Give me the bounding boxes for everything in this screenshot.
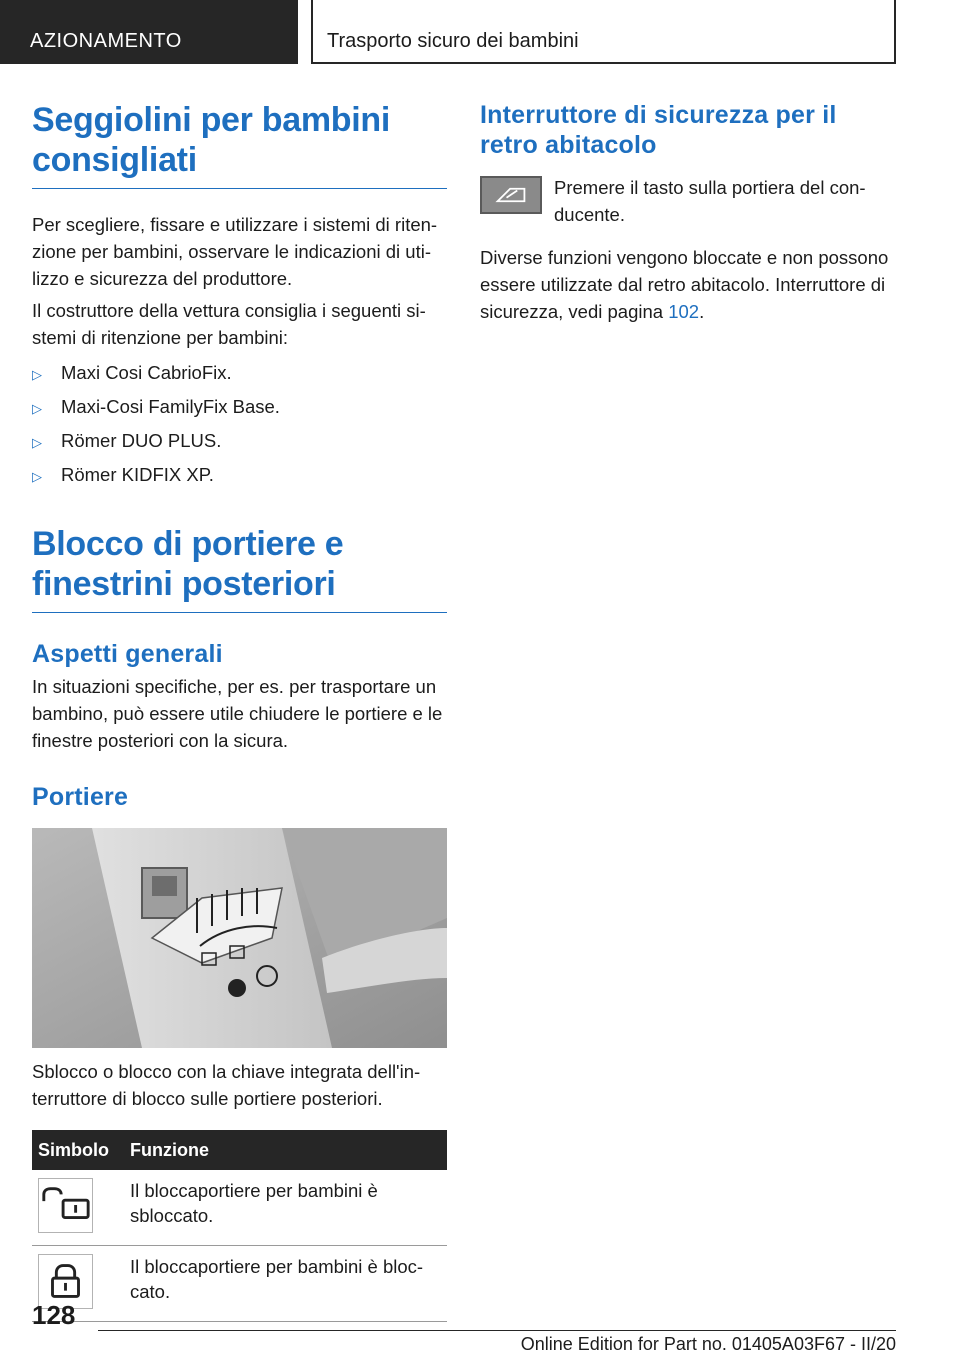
doors-title: Portiere [32,783,129,811]
lock-title: Blocco di portiere e finestrini posteriori [32,524,447,613]
recommended-seats-list [32,359,447,490]
table-cell-function: Il bloccaportiere per bambini è sbloccato. [124,1170,447,1246]
list-item: ▷ Maxi-Cosi FamilyFix Base. [32,393,447,422]
page-link[interactable]: 102 [668,301,700,322]
triangle-bullet-icon: ▷ [32,401,42,416]
table-row [32,1170,447,1246]
seats-paragraph-1: Per scegliere, fissare e utilizzare i sistemi di ritenzione per bambini, osservare le indicazioni di utilizzo e sicurezza del produttore. [32,214,438,289]
list-item: ▷ Römer KIDFIX XP. [32,461,447,490]
unlocked-padlock-icon [38,1178,93,1233]
right-column [480,100,896,325]
list-item: ▷ Römer DUO PLUS. [32,427,447,456]
switch-title: Interruttore di sicurezza per il retro abitacolo [480,101,837,159]
section-header: AZIONAMENTO [0,0,298,64]
topic-header: Trasporto sicuro dei bambini [311,0,896,64]
triangle-bullet-icon: ▷ [32,367,42,382]
table-cell-function: Il bloccaportiere per bambini è bloccato. [124,1246,447,1322]
page-number: 128 [32,1300,76,1330]
symbol-table [32,1130,447,1322]
triangle-bullet-icon: ▷ [32,435,42,450]
seats-paragraph-2: Il costruttore della vettura consiglia i seguenti sistemi di ritenzione per bambini: [32,300,426,348]
general-title: Aspetti generali [32,640,223,668]
table-row [32,1246,447,1322]
col-symbol-header: Simbolo [32,1130,124,1170]
switch-paragraph: Diverse funzioni vengono bloccate e non possono essere utilizzate dal retro abitacolo. Interruttore di sicurezza, vedi pagina 102. [480,247,889,322]
triangle-bullet-icon: ▷ [32,469,42,484]
edition-text: Online Edition for Part no. 01405A03F67 - II/20 [520,1334,896,1354]
switch-instruction: Premere il tasto sulla portiera del conducente. [554,177,866,225]
doors-caption: Sblocco o blocco con la chiave integrata dell'interruttore di blocco sulle portiere posteriori. [32,1061,421,1109]
list-item: ▷ Maxi Cosi CabrioFix. [32,359,447,388]
left-column [32,100,447,1322]
general-paragraph: In situazioni specifiche, per es. per trasportare un bambino, può essere utile chiudere le portiere e le finestre posteriori con la sicura. [32,676,443,751]
seats-title: Seggiolini per bambini consigliati [32,100,447,189]
door-lock-photo [32,828,447,1048]
col-function-header: Funzione [124,1130,447,1170]
rear-lock-switch-icon [480,176,542,214]
footer-divider [98,1330,896,1331]
